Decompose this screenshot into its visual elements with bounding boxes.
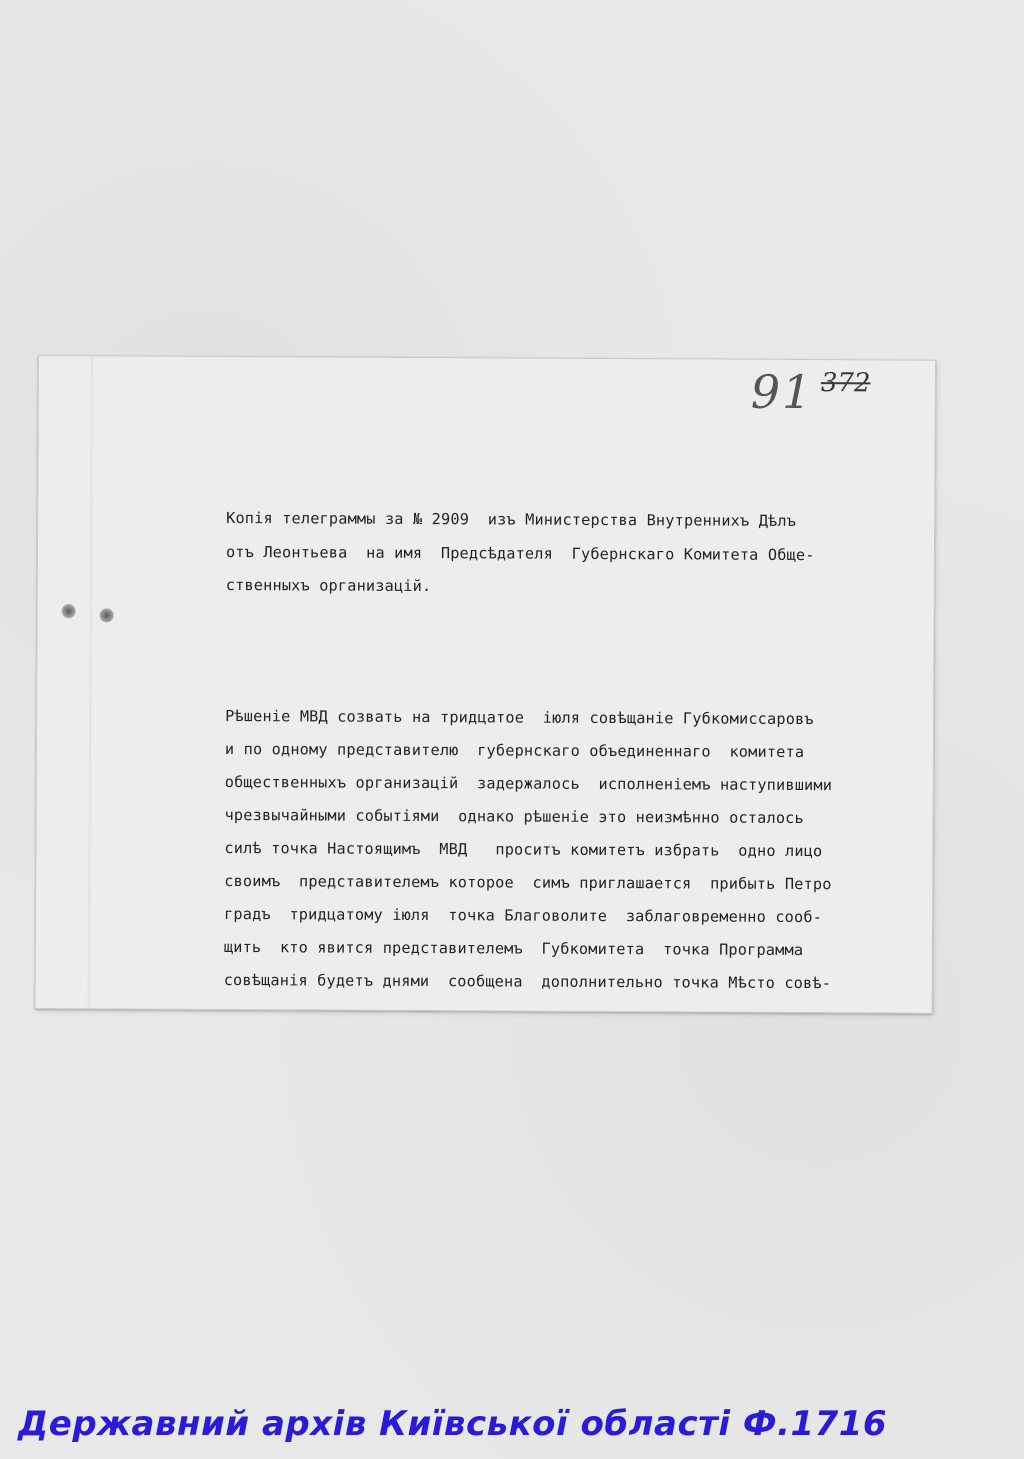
paper-fold-shadow (88, 356, 95, 1008)
folio-number: 91 (750, 364, 814, 420)
header-line: ственныхъ организацій. (225, 575, 432, 596)
body-line: общественныхъ организацій задержалось исполненіемъ наступившими (224, 772, 833, 795)
binding-hole-icon (62, 604, 76, 618)
body-line: Рѣшеніе МВД созвать на тридцатое іюля совѣщаніе Губкомиссаровъ (225, 706, 814, 729)
document-sheet (35, 355, 936, 1014)
archive-caption: Державний архів Київської області Ф.1716 (18, 1404, 888, 1444)
header-line: Копія телеграммы за № 2909 изъ Министерства Внутреннихъ Дѣлъ (226, 508, 797, 530)
old-folio-number: 372 (820, 368, 871, 399)
body-line: щить кто явится представителемъ Губкомитета точка Программа (223, 937, 804, 960)
body-line: чрезвычайными событіями однако рѣшеніе это неизмѣнно осталось (224, 805, 804, 828)
body-line: и по одному представителю губернскаго объединеннаго комитета (224, 739, 805, 762)
body-line: силѣ точка Настоящимъ МВД проситъ комитетъ избрать одно лицо (224, 838, 823, 861)
header-line: отъ Леонтьева на имя Предсѣдателя Губернскаго Комитета Обще- (225, 542, 815, 565)
body-line: градъ тридцатому іюля точка Благоволите заблаговременно сооб- (224, 904, 823, 927)
binding-hole-icon (100, 608, 114, 622)
body-line: своимъ представителемъ которое симъ приглашается прибыть Петро (224, 871, 832, 894)
body-line: совѣщанія будетъ днями сообщена дополнительно точка Мѣсто совѣ- (223, 970, 832, 993)
